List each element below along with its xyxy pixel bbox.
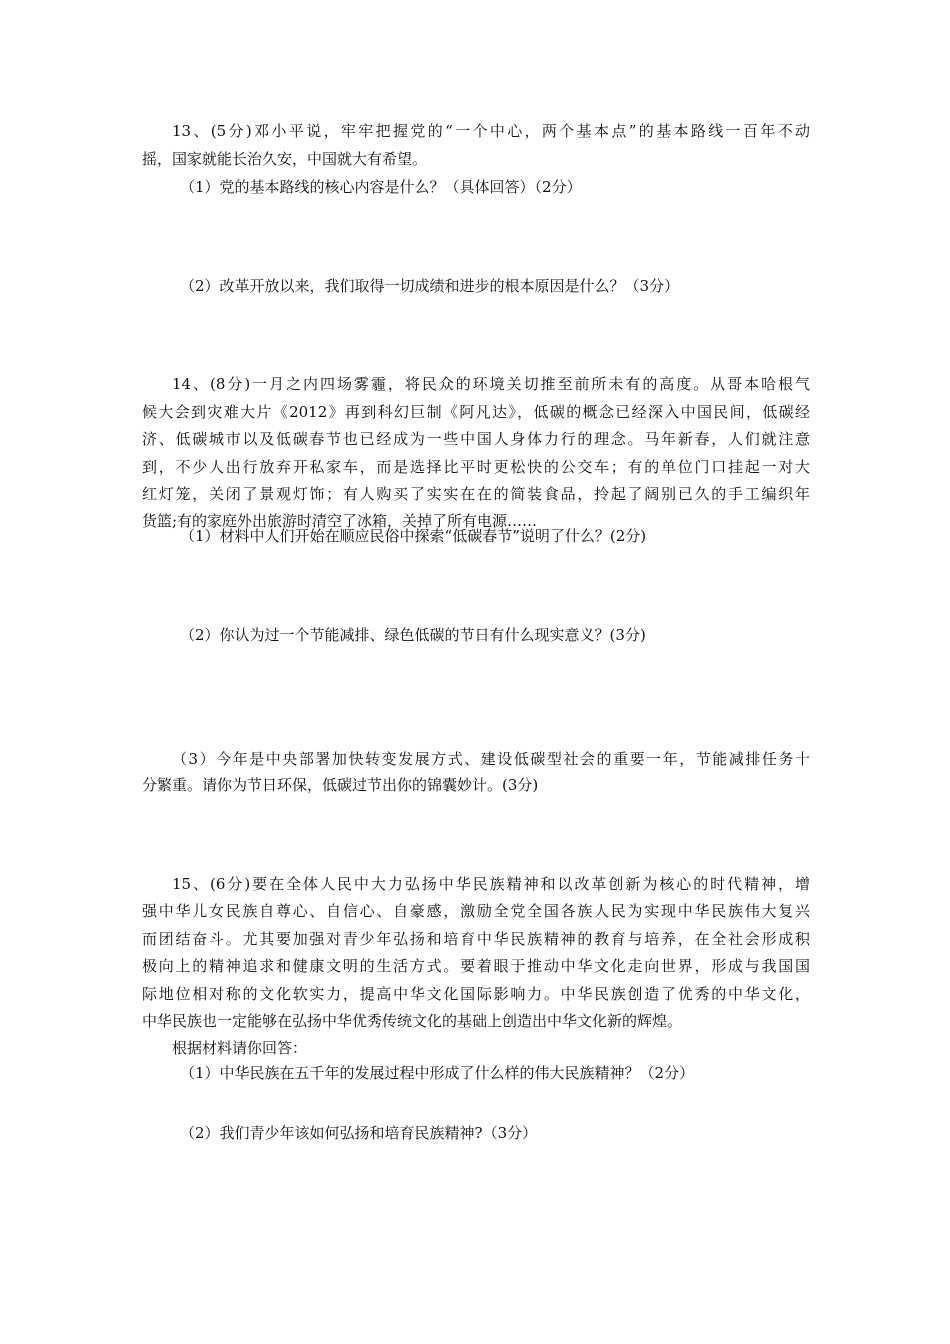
q14-line-6: 货篮;有的家庭外出旅游时清空了冰箱，关掉了所有电源……: [142, 512, 538, 530]
q14-line-3: 济、低碳城市以及低碳春节也已经成为一些中国人身体力行的理念。马年新春，人们就注意: [142, 430, 810, 448]
q15-line-3: 而团结奋斗。尤其要加强对青少年弘扬和培育中华民族精神的教育与培养，在全社会形成积: [142, 930, 810, 948]
q14-line-2: 候大会到灾难大片《2012》再到科幻巨制《阿凡达》，低碳的概念已经深入中国民间，低碳经: [142, 403, 810, 421]
q14-line-4: 到，不少人出行放弃开私家车，而是选择比平时更松快的公交车；有的单位门口挂起一对大: [142, 458, 810, 476]
q13-sub1: （1）党的基本路线的核心内容是什么？（具体回答）（2分）: [180, 178, 582, 196]
q15-line-1: 15、(6分)要在全体人民中大力弘扬中华民族精神和以改革创新为核心的时代精神，增: [172, 875, 810, 893]
q15-sub1: （1）中华民族在五千年的发展过程中形成了什么样的伟大民族精神？（2分）: [180, 1064, 695, 1082]
q15-line-2: 强中华儿女民族自尊心、自信心、自豪感，激励全党全国各族人民为实现中华民族伟大复兴: [142, 902, 810, 920]
q13-line-2: 摇，国家就能长治久安，中国就大有希望。: [142, 150, 428, 168]
q15-line-5: 际地位相对称的文化软实力，提高中华文化国际影响力。中华民族创造了优秀的中华文化，: [142, 985, 810, 1003]
q14-sub2: （2）你认为过一个节能减排、绿色低碳的节日有什么现实意义？(3分): [180, 626, 646, 644]
q13-line-1: 13、(5分)邓小平说，牢牢把握党的“一个中心，两个基本点”的基本路线一百年不动: [172, 122, 810, 140]
q14-line-5: 红灯笼，关闭了景观灯饰；有人购买了实实在在的简装食品，拎起了阔别已久的手工编织年: [142, 485, 810, 503]
q15-line-6: 中华民族也一定能够在弘扬中华优秀传统文化的基础上创造出中华文化新的辉煌。: [142, 1012, 683, 1030]
q15-prompt: 根据材料请你回答：: [172, 1039, 308, 1057]
q15-sub2: （2）我们青少年该如何弘扬和培育民族精神?（3分）: [180, 1124, 538, 1142]
q14-sub1: （1）材料中人们开始在顺应民俗中探索“低碳春节”说明了什么？(2分): [180, 527, 647, 545]
q14-line-1: 14、(8分)一月之内四场雾霾，将民众的环境关切推至前所未有的高度。从哥本哈根气: [172, 375, 810, 393]
q14-sub3-line-2: 分繁重。请你为节日环保，低碳过节出你的锦囊妙计。(3分): [142, 776, 539, 794]
q15-line-4: 极向上的精神追求和健康文明的生活方式。要着眼于推动中华文化走向世界，形成与我国国: [142, 957, 810, 975]
q14-sub3-line-1: （3）今年是中央部署加快转变发展方式、建设低碳型社会的重要一年，节能减排任务十: [172, 750, 810, 768]
q13-sub2: （2）改革开放以来，我们取得一切成绩和进步的根本原因是什么？（3分）: [180, 277, 680, 295]
